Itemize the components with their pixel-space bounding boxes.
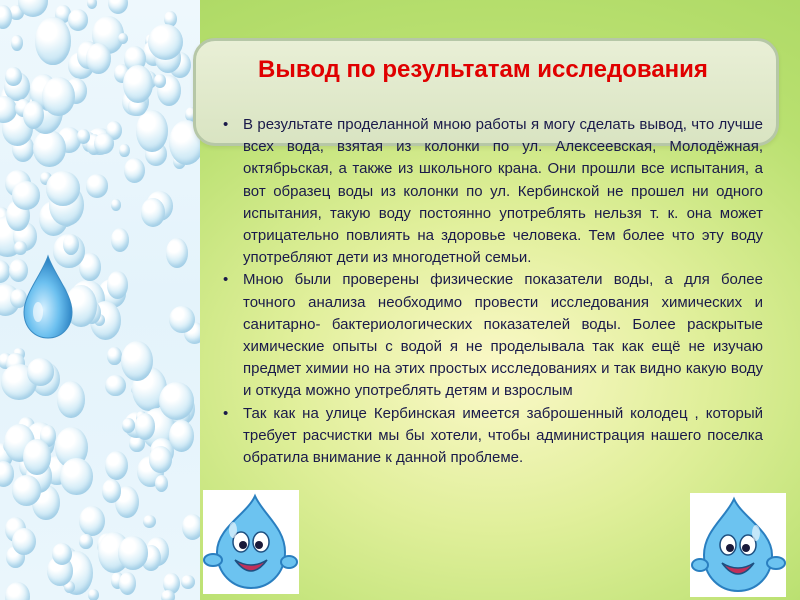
bubble-droplet: [0, 461, 14, 487]
bubble-droplet: [135, 413, 155, 440]
bubble-droplet: [94, 133, 114, 154]
bubble-droplet: [79, 506, 105, 536]
bubble-droplet: [88, 589, 99, 600]
bubble-droplet: [111, 199, 122, 211]
bubble-droplet: [123, 65, 153, 103]
bullet-text: Так как на улице Кербинская имеется заброшенный колодец , который требует расчистки мы бы хотели, чтобы администрация нашего поселка обратила внимание к данной проблеме.: [243, 404, 763, 467]
bubble-droplet: [27, 358, 54, 385]
bubble-droplet: [118, 33, 129, 45]
bullet-marker: •: [223, 116, 229, 133]
bubble-droplet: [149, 446, 172, 473]
bubble-droplet: [57, 381, 86, 418]
bubble-droplet: [182, 514, 200, 540]
bubble-droplet: [79, 534, 92, 549]
bubble-droplet: [155, 475, 168, 492]
bullet-item: [223, 403, 763, 470]
bullet-list: [223, 114, 763, 469]
bubble-droplet: [118, 536, 148, 569]
bubble-droplet: [5, 582, 30, 600]
bubble-droplet: [11, 35, 23, 51]
bullet-marker: •: [223, 271, 229, 289]
bubble-droplet: [136, 110, 168, 152]
bubble-droplet: [87, 0, 97, 9]
bubble-droplet: [68, 9, 89, 31]
bubble-droplet: [105, 375, 126, 397]
bullet-text: Мною были проверены физические показатели воды, а для более точного анализа необходимо провести исследования химических и санитарно- бактериологических показателей воды. Более раскрытые химические опыты с водой я не проделывала так как ещё не изучаю предмет химии но на этих простых исследованиях и так видно какую воду и откуда можно употреблять детям и взрослым: [243, 271, 763, 400]
bubble-droplet: [108, 0, 128, 14]
bubble-droplet: [86, 174, 108, 197]
bubble-droplet: [119, 144, 129, 158]
bubble-droplet: [181, 575, 196, 590]
bubble-droplet: [12, 528, 36, 555]
bubble-droplet: [105, 451, 128, 480]
bubble-droplet: [124, 158, 145, 183]
bubble-droplet: [119, 572, 136, 595]
bubble-droplet: [35, 17, 70, 65]
bubble-droplet: [5, 67, 21, 86]
bubble-droplet: [60, 458, 93, 495]
slide-title: Вывод по результатам исследования: [258, 56, 708, 83]
water-drop-mascot-right: [690, 493, 786, 597]
bubble-droplet: [77, 129, 90, 144]
water-drop-mascot-left: [203, 490, 299, 594]
bubble-droplet: [169, 420, 194, 452]
bubble-droplet: [0, 5, 12, 29]
bubble-droplet: [148, 24, 183, 60]
bubble-droplet: [86, 43, 111, 74]
bullet-item: [223, 114, 763, 269]
bubble-droplet: [23, 101, 44, 129]
bubble-droplet: [12, 181, 40, 209]
bullet-marker: •: [223, 404, 229, 422]
bubble-droplet: [23, 439, 51, 476]
bubble-droplet: [141, 198, 165, 227]
bubble-droplet: [166, 238, 188, 267]
bullet-text: В результате проделанной мною работы я могу сделать вывод, что лучше всех вода, взятая из колонки по ул. Алексеевская, Молодёжная, октябрьская, а также из школьного крана. Они прошли все испытания, а вот образец воды из колонки по ул. Кербинской не прошел ни одного испытания, такую воду постоянно употреблять нельзя т. к. она может отрицательно повлиять на здоровье человека. Тем более что эту воду употребляют дети из многодетной семьи.: [243, 116, 763, 267]
bubble-droplet: [107, 347, 121, 365]
bubble-droplet: [111, 228, 129, 252]
water-droplet-icon: [18, 252, 78, 342]
bubble-droplet: [154, 74, 167, 87]
bubble-droplet: [42, 77, 74, 116]
bubble-droplet: [33, 130, 66, 167]
bullet-item: [223, 269, 763, 402]
bubble-droplet: [143, 515, 156, 529]
